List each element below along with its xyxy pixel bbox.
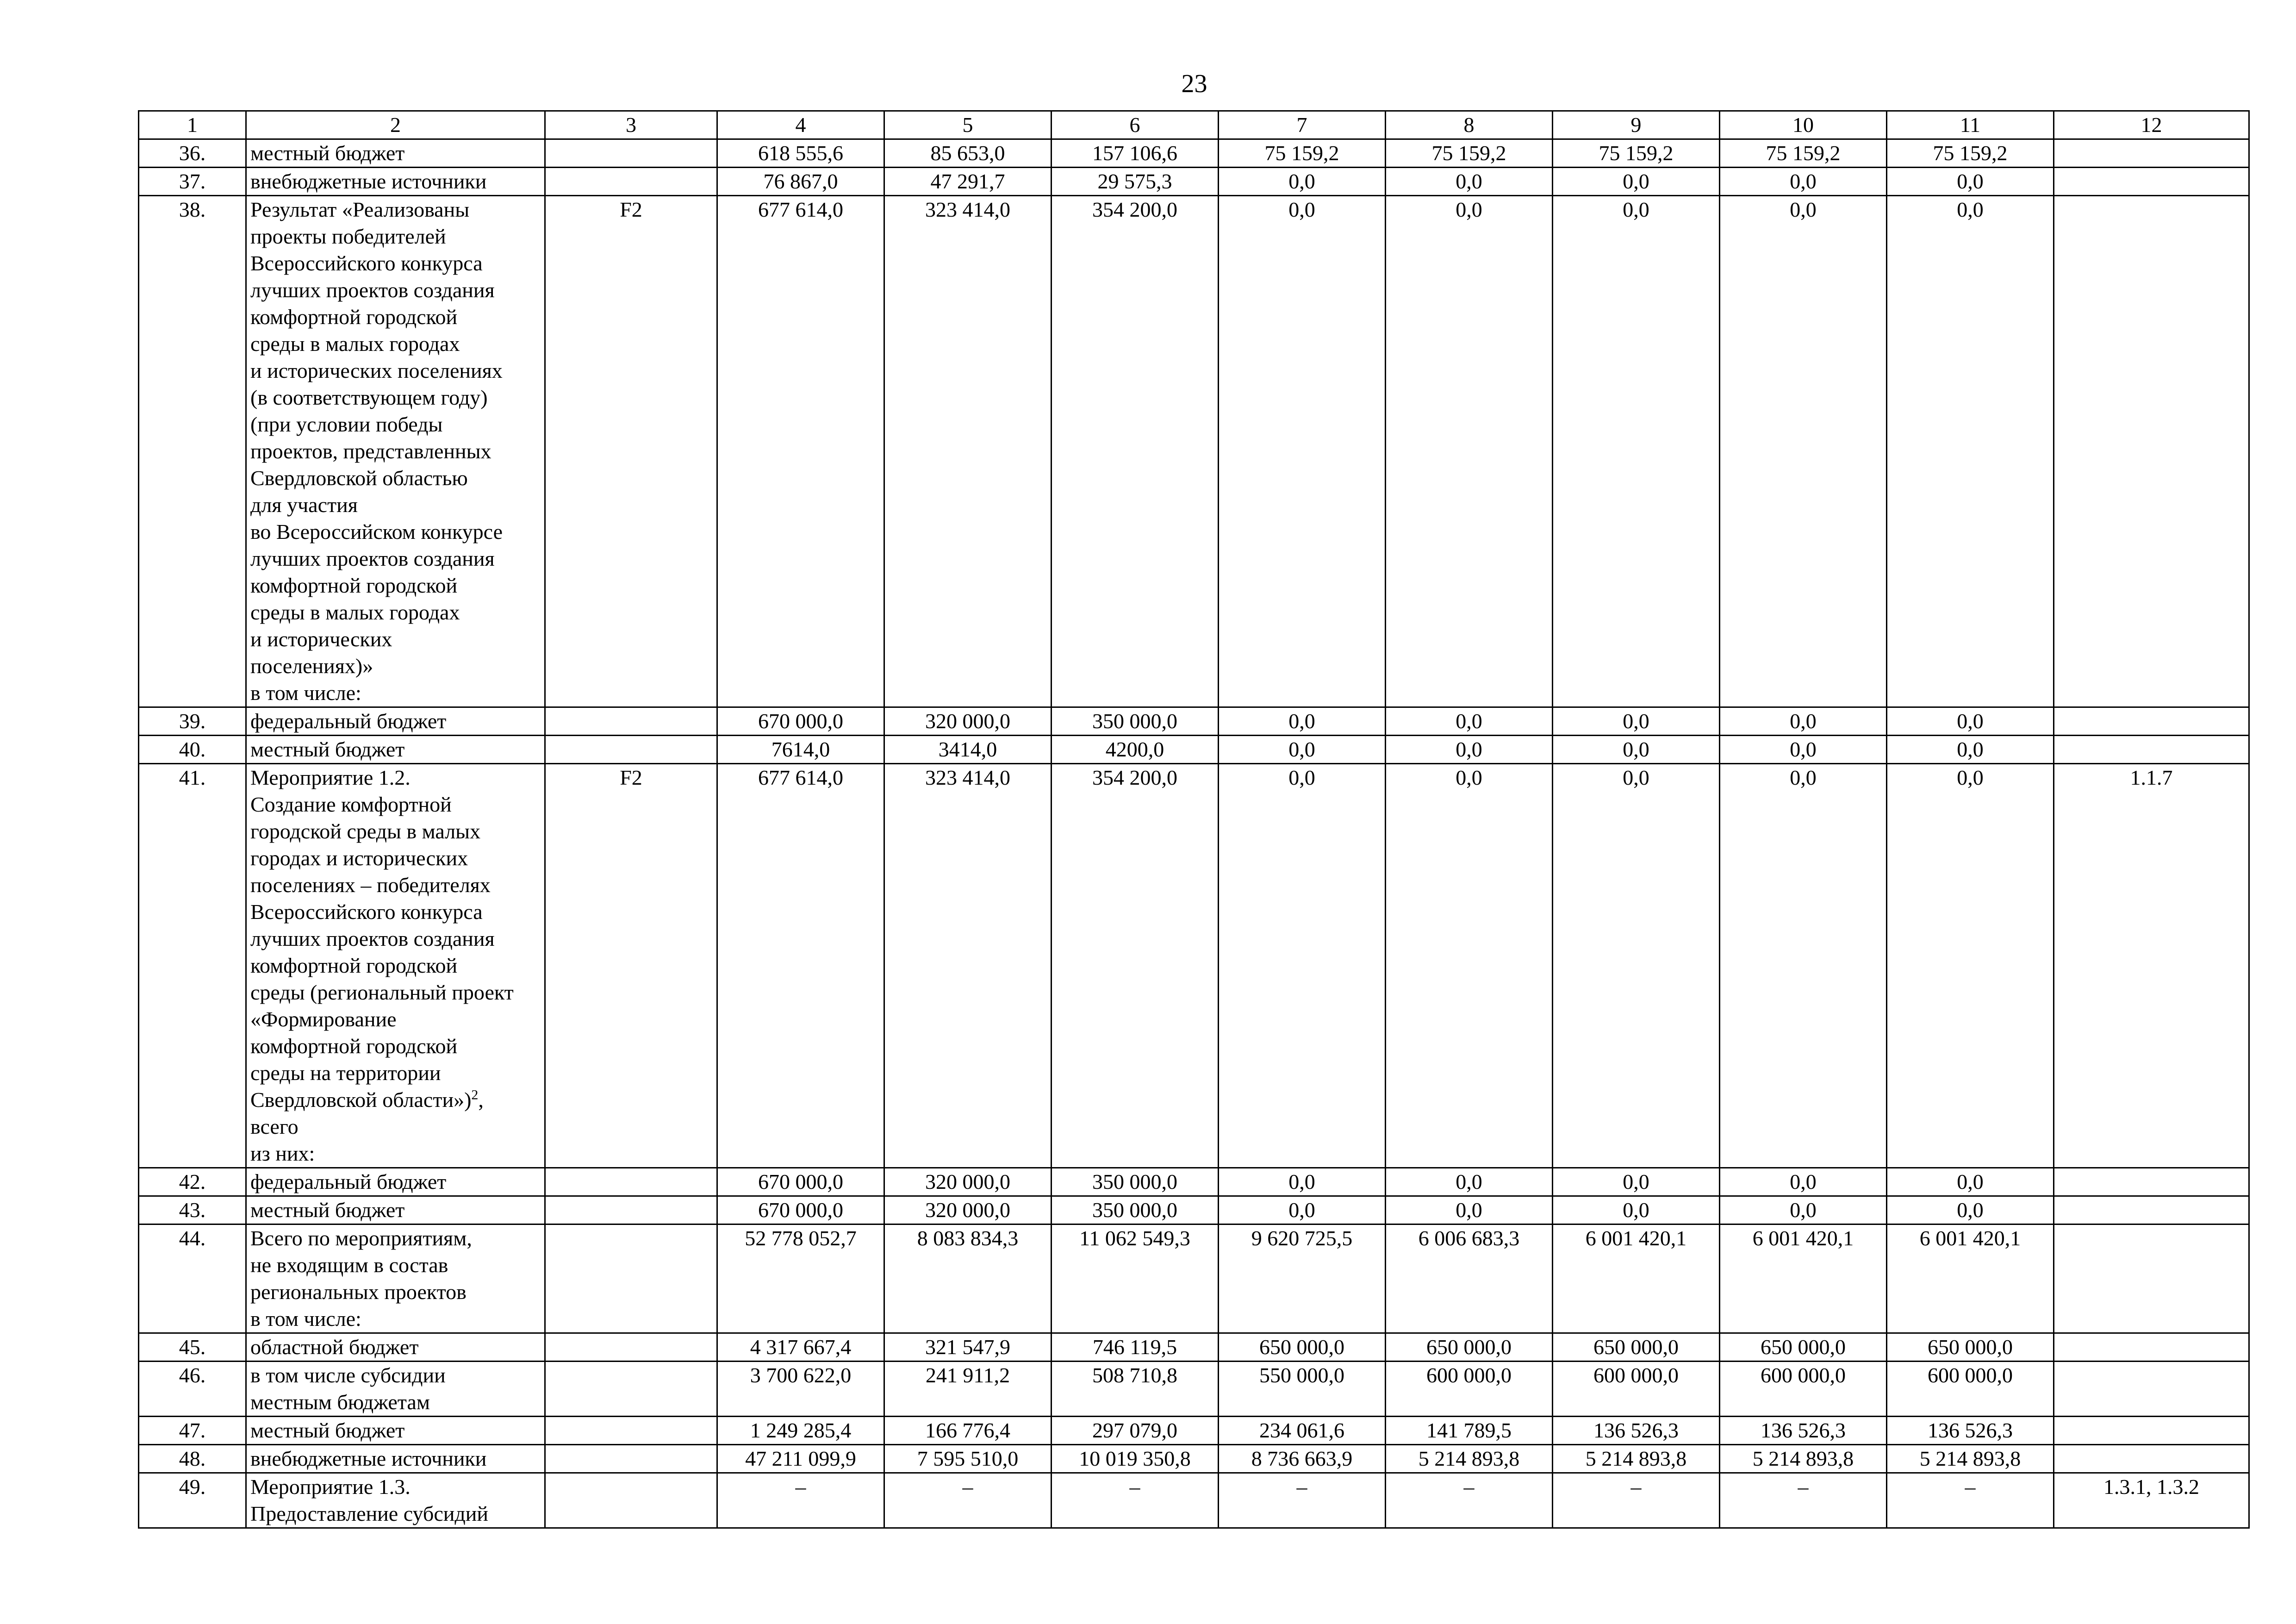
header-cell: 5 <box>884 111 1052 139</box>
header-cell: 7 <box>1219 111 1386 139</box>
row-value-cell: 350 000,0 <box>1052 1168 1219 1196</box>
row-name-cell: местный бюджет <box>246 1196 545 1224</box>
table-row <box>139 1333 2249 1362</box>
row-ref-cell <box>2054 707 2249 736</box>
row-value-cell: 746 119,5 <box>1052 1333 1219 1362</box>
row-code-cell <box>545 1473 717 1528</box>
row-value-cell: – <box>1219 1473 1386 1528</box>
row-value-cell: 47 291,7 <box>884 168 1052 196</box>
row-value-cell: 323 414,0 <box>884 764 1052 1168</box>
table-row <box>139 1168 2249 1196</box>
row-value-cell: 320 000,0 <box>884 1196 1052 1224</box>
row-value-cell: 75 159,2 <box>1553 139 1720 168</box>
table-row <box>139 1196 2249 1224</box>
row-value-cell: 75 159,2 <box>1219 139 1386 168</box>
row-value-cell: 6 006 683,3 <box>1386 1224 1553 1333</box>
row-value-cell: 0,0 <box>1887 764 2054 1168</box>
header-cell: 11 <box>1887 111 2054 139</box>
row-value-cell: 321 547,9 <box>884 1333 1052 1362</box>
row-code-cell <box>545 736 717 764</box>
row-number-cell: 47. <box>139 1417 246 1445</box>
row-value-cell: 297 079,0 <box>1052 1417 1219 1445</box>
row-value-cell: 0,0 <box>1720 1168 1887 1196</box>
row-value-cell: 6 001 420,1 <box>1553 1224 1720 1333</box>
row-ref-cell <box>2054 196 2249 707</box>
row-value-cell: 0,0 <box>1720 1196 1887 1224</box>
row-value-cell: 0,0 <box>1386 196 1553 707</box>
row-value-cell: 0,0 <box>1553 168 1720 196</box>
row-value-cell: 508 710,8 <box>1052 1362 1219 1417</box>
row-value-cell: 600 000,0 <box>1720 1362 1887 1417</box>
row-code-cell: F2 <box>545 764 717 1168</box>
row-value-cell: 550 000,0 <box>1219 1362 1386 1417</box>
row-number-cell: 46. <box>139 1362 246 1417</box>
row-value-cell: 0,0 <box>1720 736 1887 764</box>
table-row <box>139 736 2249 764</box>
row-number-cell: 38. <box>139 196 246 707</box>
row-value-cell: 0,0 <box>1720 707 1887 736</box>
row-value-cell: – <box>1386 1473 1553 1528</box>
row-value-cell: 136 526,3 <box>1887 1417 2054 1445</box>
table-row <box>139 707 2249 736</box>
row-ref-cell <box>2054 168 2249 196</box>
row-value-cell: 47 211 099,9 <box>717 1445 884 1473</box>
row-ref-cell <box>2054 1168 2249 1196</box>
row-value-cell: 0,0 <box>1219 764 1386 1168</box>
row-number-cell: 40. <box>139 736 246 764</box>
row-number-cell: 37. <box>139 168 246 196</box>
row-code-cell <box>545 139 717 168</box>
row-value-cell: 7 595 510,0 <box>884 1445 1052 1473</box>
row-name-cell: Мероприятие 1.3. Предоставление субсидий <box>246 1473 545 1528</box>
table-row <box>139 1224 2249 1333</box>
row-code-cell: F2 <box>545 196 717 707</box>
row-number-cell: 45. <box>139 1333 246 1362</box>
header-cell: 3 <box>545 111 717 139</box>
row-value-cell: 600 000,0 <box>1887 1362 2054 1417</box>
row-value-cell: – <box>1553 1473 1720 1528</box>
row-value-cell: 0,0 <box>1219 168 1386 196</box>
row-value-cell: 650 000,0 <box>1720 1333 1887 1362</box>
row-number-cell: 43. <box>139 1196 246 1224</box>
header-cell: 9 <box>1553 111 1720 139</box>
row-value-cell: 0,0 <box>1887 1196 2054 1224</box>
row-value-cell: 9 620 725,5 <box>1219 1224 1386 1333</box>
table-row <box>139 168 2249 196</box>
row-value-cell: 76 867,0 <box>717 168 884 196</box>
row-code-cell <box>545 1168 717 1196</box>
row-value-cell: 157 106,6 <box>1052 139 1219 168</box>
row-value-cell: 320 000,0 <box>884 1168 1052 1196</box>
row-number-cell: 41. <box>139 764 246 1168</box>
row-value-cell: 6 001 420,1 <box>1887 1224 2054 1333</box>
table-row <box>139 1445 2249 1473</box>
row-name-cell: в том числе субсидии местным бюджетам <box>246 1362 545 1417</box>
row-value-cell: 0,0 <box>1219 1196 1386 1224</box>
row-name-cell: областной бюджет <box>246 1333 545 1362</box>
row-ref-cell: 1.1.7 <box>2054 764 2249 1168</box>
row-value-cell: 0,0 <box>1386 707 1553 736</box>
row-value-cell: 0,0 <box>1553 1168 1720 1196</box>
row-value-cell: 677 614,0 <box>717 196 884 707</box>
row-ref-cell <box>2054 1333 2249 1362</box>
row-number-cell: 42. <box>139 1168 246 1196</box>
table-row <box>139 764 2249 1168</box>
row-value-cell: 0,0 <box>1219 196 1386 707</box>
row-name-cell <box>246 764 545 1168</box>
row-value-cell: 4200,0 <box>1052 736 1219 764</box>
row-value-cell: 5 214 893,8 <box>1720 1445 1887 1473</box>
row-code-cell <box>545 1445 717 1473</box>
row-value-cell: 5 214 893,8 <box>1887 1445 2054 1473</box>
row-value-cell: 7614,0 <box>717 736 884 764</box>
row-value-cell: 141 789,5 <box>1386 1417 1553 1445</box>
row-value-cell: 0,0 <box>1887 196 2054 707</box>
row-value-cell: 350 000,0 <box>1052 707 1219 736</box>
header-cell: 8 <box>1386 111 1553 139</box>
row-value-cell: 670 000,0 <box>717 1168 884 1196</box>
header-cell: 12 <box>2054 111 2249 139</box>
row-ref-cell <box>2054 1224 2249 1333</box>
row-name-cell: внебюджетные источники <box>246 168 545 196</box>
row-value-cell: 75 159,2 <box>1386 139 1553 168</box>
row-value-cell: 350 000,0 <box>1052 1196 1219 1224</box>
row-ref-cell <box>2054 139 2249 168</box>
table-row <box>139 196 2249 707</box>
row-value-cell: 75 159,2 <box>1887 139 2054 168</box>
row-value-cell: 0,0 <box>1386 736 1553 764</box>
row-value-cell: – <box>717 1473 884 1528</box>
row-value-cell: 136 526,3 <box>1553 1417 1720 1445</box>
table-row <box>139 139 2249 168</box>
row-value-cell: 234 061,6 <box>1219 1417 1386 1445</box>
row-value-cell: – <box>1887 1473 2054 1528</box>
row-name-cell: местный бюджет <box>246 139 545 168</box>
row-value-cell: 677 614,0 <box>717 764 884 1168</box>
table-row <box>139 1362 2249 1417</box>
table-body <box>139 111 2249 1528</box>
row-value-cell: 0,0 <box>1386 764 1553 1168</box>
row-ref-cell <box>2054 1362 2249 1417</box>
row-code-cell <box>545 1417 717 1445</box>
page-number: 23 <box>1181 69 1207 98</box>
row-value-cell: 136 526,3 <box>1720 1417 1887 1445</box>
row-value-cell: 241 911,2 <box>884 1362 1052 1417</box>
row-code-cell <box>545 1362 717 1417</box>
footnote-marker: 2 <box>471 1087 479 1103</box>
row-value-cell: 8 083 834,3 <box>884 1224 1052 1333</box>
row-value-cell: 650 000,0 <box>1386 1333 1553 1362</box>
row-ref-cell <box>2054 1196 2249 1224</box>
row-ref-cell <box>2054 736 2249 764</box>
row-value-cell: 670 000,0 <box>717 1196 884 1224</box>
row-code-cell <box>545 1333 717 1362</box>
header-cell: 1 <box>139 111 246 139</box>
row-value-cell: – <box>1720 1473 1887 1528</box>
row-code-cell <box>545 168 717 196</box>
row-value-cell: 0,0 <box>1386 168 1553 196</box>
header-cell: 6 <box>1052 111 1219 139</box>
row-value-cell: 5 214 893,8 <box>1553 1445 1720 1473</box>
row-name-cell: Всего по мероприятиям, не входящим в состав региональных проектов в том числе: <box>246 1224 545 1333</box>
row-value-cell: 0,0 <box>1553 736 1720 764</box>
row-value-cell: 354 200,0 <box>1052 196 1219 707</box>
row-value-cell: – <box>1052 1473 1219 1528</box>
row-number-cell: 48. <box>139 1445 246 1473</box>
row-value-cell: 3 700 622,0 <box>717 1362 884 1417</box>
row-value-cell: 354 200,0 <box>1052 764 1219 1168</box>
row-value-cell: 11 062 549,3 <box>1052 1224 1219 1333</box>
row-value-cell: 0,0 <box>1887 707 2054 736</box>
row-value-cell: 650 000,0 <box>1219 1333 1386 1362</box>
row-value-cell: 0,0 <box>1887 168 2054 196</box>
header-row <box>139 111 2249 139</box>
row-name-cell: внебюджетные источники <box>246 1445 545 1473</box>
row-name-tail: , всего из них: <box>250 1088 484 1165</box>
row-value-cell: 0,0 <box>1219 1168 1386 1196</box>
row-value-cell: 0,0 <box>1553 196 1720 707</box>
row-value-cell: 0,0 <box>1386 1168 1553 1196</box>
row-number-cell: 49. <box>139 1473 246 1528</box>
table-row <box>139 1417 2249 1445</box>
row-value-cell: 650 000,0 <box>1887 1333 2054 1362</box>
row-name-cell: местный бюджет <box>246 1417 545 1445</box>
row-value-cell: 0,0 <box>1720 168 1887 196</box>
row-value-cell: 0,0 <box>1386 1196 1553 1224</box>
row-value-cell: 600 000,0 <box>1553 1362 1720 1417</box>
row-value-cell: 0,0 <box>1553 764 1720 1168</box>
row-value-cell: 6 001 420,1 <box>1720 1224 1887 1333</box>
row-ref-cell <box>2054 1417 2249 1445</box>
row-value-cell: 52 778 052,7 <box>717 1224 884 1333</box>
row-value-cell: 670 000,0 <box>717 707 884 736</box>
row-ref-cell <box>2054 1445 2249 1473</box>
row-value-cell: 8 736 663,9 <box>1219 1445 1386 1473</box>
row-code-cell <box>545 707 717 736</box>
row-value-cell: 0,0 <box>1553 1196 1720 1224</box>
row-ref-cell: 1.3.1, 1.3.2 <box>2054 1473 2249 1528</box>
row-value-cell: 650 000,0 <box>1553 1333 1720 1362</box>
row-value-cell: 0,0 <box>1887 736 2054 764</box>
row-value-cell: 166 776,4 <box>884 1417 1052 1445</box>
row-value-cell: 0,0 <box>1720 196 1887 707</box>
row-value-cell: 85 653,0 <box>884 139 1052 168</box>
row-value-cell: 75 159,2 <box>1720 139 1887 168</box>
row-value-cell: 320 000,0 <box>884 707 1052 736</box>
row-name-cell: федеральный бюджет <box>246 707 545 736</box>
row-value-cell: 618 555,6 <box>717 139 884 168</box>
header-cell: 2 <box>246 111 545 139</box>
row-value-cell: 10 019 350,8 <box>1052 1445 1219 1473</box>
row-name-cell: местный бюджет <box>246 736 545 764</box>
row-code-cell <box>545 1224 717 1333</box>
row-value-cell: 4 317 667,4 <box>717 1333 884 1362</box>
row-value-cell: 323 414,0 <box>884 196 1052 707</box>
row-value-cell: 0,0 <box>1553 707 1720 736</box>
row-code-cell <box>545 1196 717 1224</box>
row-number-cell: 44. <box>139 1224 246 1333</box>
row-value-cell: 29 575,3 <box>1052 168 1219 196</box>
row-value-cell: 3414,0 <box>884 736 1052 764</box>
row-value-cell: 0,0 <box>1887 1168 2054 1196</box>
row-number-cell: 39. <box>139 707 246 736</box>
row-number-cell: 36. <box>139 139 246 168</box>
row-name-text: Мероприятие 1.2. Создание комфортной городской среды в малых городах и исторических поселениях – победителях Всероссийского конкурса лучших проектов создания комфортной городской среды (региональный проект «Формирование комфортной городской среды на территории Свердловской области») <box>250 766 514 1112</box>
header-cell: 4 <box>717 111 884 139</box>
table-row <box>139 1473 2249 1528</box>
row-value-cell: 600 000,0 <box>1386 1362 1553 1417</box>
header-cell: 10 <box>1720 111 1887 139</box>
row-value-cell: 5 214 893,8 <box>1386 1445 1553 1473</box>
row-value-cell: – <box>884 1473 1052 1528</box>
row-name-cell: Результат «Реализованы проекты победителей Всероссийского конкурса лучших проектов создания комфортной городской среды в малых городах и исторических поселениях (в соответствующем году) (при условии победы проектов, представленных Свердловской областью для участия во Всероссийском конкурсе лучших проектов создания комфортной городской среды в малых городах и исторических поселениях)» в том числе: <box>246 196 545 707</box>
row-value-cell: 0,0 <box>1219 707 1386 736</box>
row-name-cell: федеральный бюджет <box>246 1168 545 1196</box>
row-value-cell: 1 249 285,4 <box>717 1417 884 1445</box>
row-value-cell: 0,0 <box>1720 764 1887 1168</box>
budget-table <box>138 110 2250 1529</box>
row-value-cell: 0,0 <box>1219 736 1386 764</box>
